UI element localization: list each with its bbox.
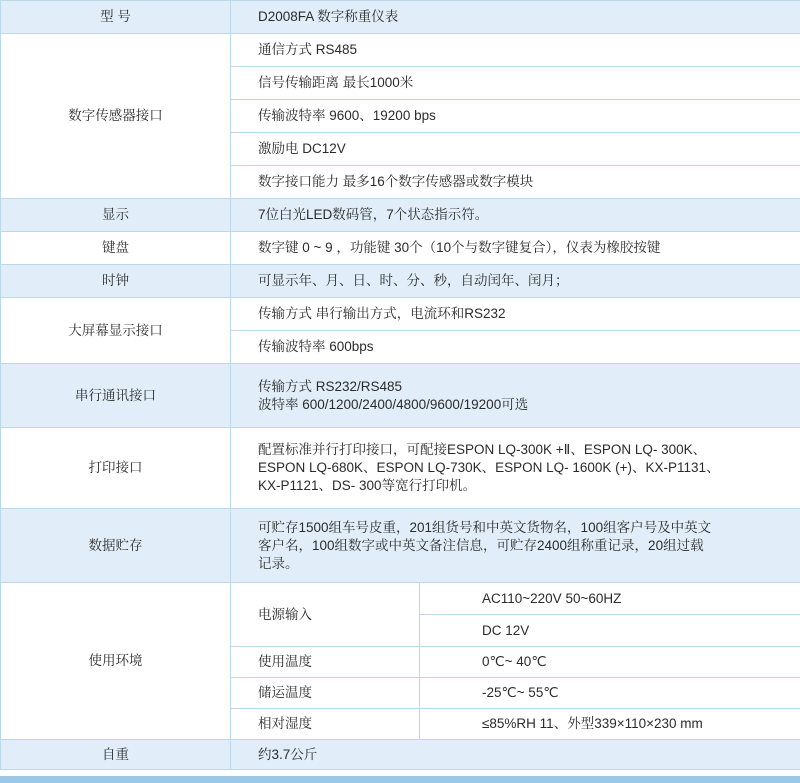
serial-value (231, 364, 800, 428)
weight-label: 自重 (1, 740, 231, 770)
sensor-item: 数字接口能力 最多16个数字传感器或数字模块 (231, 166, 800, 199)
big-screen-label: 大屏幕显示接口 (1, 298, 231, 364)
sensor-item: 通信方式 RS485 (231, 34, 800, 67)
row-serial (1, 364, 800, 428)
storage-line: 记录。 (258, 555, 299, 571)
sensor-item: 传输波特率 9600、19200 bps (231, 100, 800, 133)
environment-label: 使用环境 (1, 583, 231, 740)
clock-value: 可显示年、月、日、时、分、秒，自动闰年、闰月； (231, 265, 800, 298)
row-clock (1, 265, 800, 298)
row-big-screen-1 (1, 298, 800, 331)
print-line: ESPON LQ-680K、ESPON LQ-730K、ESPON LQ- 1600K (+)、KX-P1131、 (258, 460, 720, 475)
weight-value: 约3.7公斤 (231, 740, 800, 770)
row-model (1, 1, 800, 34)
sensor-item: 激励电 DC12V (231, 133, 800, 166)
big-screen-item: 传输波特率 600bps (231, 331, 800, 364)
serial-line: 波特率 600/1200/2400/4800/9600/19200可选 (258, 396, 529, 412)
power-label: 电源输入 (231, 583, 420, 647)
display-value: 7位白光LED数码管，7个状态指示符。 (231, 199, 800, 232)
big-screen-item: 传输方式 串行输出方式，电流环和RS232 (231, 298, 800, 331)
serial-label: 串行通讯接口 (1, 364, 231, 428)
row-keyboard (1, 232, 800, 265)
storage-temperature-value: -25℃~ 55℃ (420, 678, 800, 709)
sensor-label: 数字传感器接口 (1, 34, 231, 199)
power-value: AC110~220V 50~60HZ (420, 583, 800, 615)
row-sensor-1 (1, 34, 800, 67)
serial-line: 传输方式 RS232/RS485 (258, 378, 403, 394)
storage-value (231, 509, 800, 583)
temperature-label: 使用温度 (231, 647, 420, 678)
row-weight (1, 740, 800, 770)
row-print (1, 428, 800, 509)
clock-label: 时钟 (1, 265, 231, 298)
model-value: D2008FA 数字称重仪表 (231, 1, 800, 34)
display-label: 显示 (1, 199, 231, 232)
bottom-bar (0, 776, 800, 783)
storage-line: 可贮存1500组车号皮重，201组货号和中英文货物名，100组客户号及中英文 (258, 519, 712, 535)
print-label: 打印接口 (1, 428, 231, 509)
keyboard-label: 键盘 (1, 232, 231, 265)
storage-label: 数据贮存 (1, 509, 231, 583)
storage-line: 客户名，100组数字或中英文备注信息，可贮存2400组称重记录，20组过载 (258, 537, 704, 553)
sensor-item: 信号传输距离 最长1000米 (231, 67, 800, 100)
model-label: 型 号 (1, 1, 231, 34)
row-display (1, 199, 800, 232)
humidity-value: ≤85%RH 11、外型339×110×230 mm (420, 709, 800, 740)
storage-temperature-label: 储运温度 (231, 678, 420, 709)
row-storage (1, 509, 800, 583)
row-env-power-1 (1, 583, 800, 615)
print-line: 配置标准并行打印接口，可配接ESPON LQ-300K +Ⅱ、ESPON LQ- 300K、 (258, 442, 707, 457)
temperature-value: 0℃~ 40℃ (420, 647, 800, 678)
power-value: DC 12V (420, 615, 800, 647)
print-line: KX-P1121、DS- 300等宽行打印机。 (258, 478, 477, 493)
humidity-label: 相对湿度 (231, 709, 420, 740)
print-value (231, 428, 800, 509)
keyboard-value: 数字键 0 ~ 9 ，功能键 30个（10个与数字键复合），仪表为橡胶按键 (231, 232, 800, 265)
